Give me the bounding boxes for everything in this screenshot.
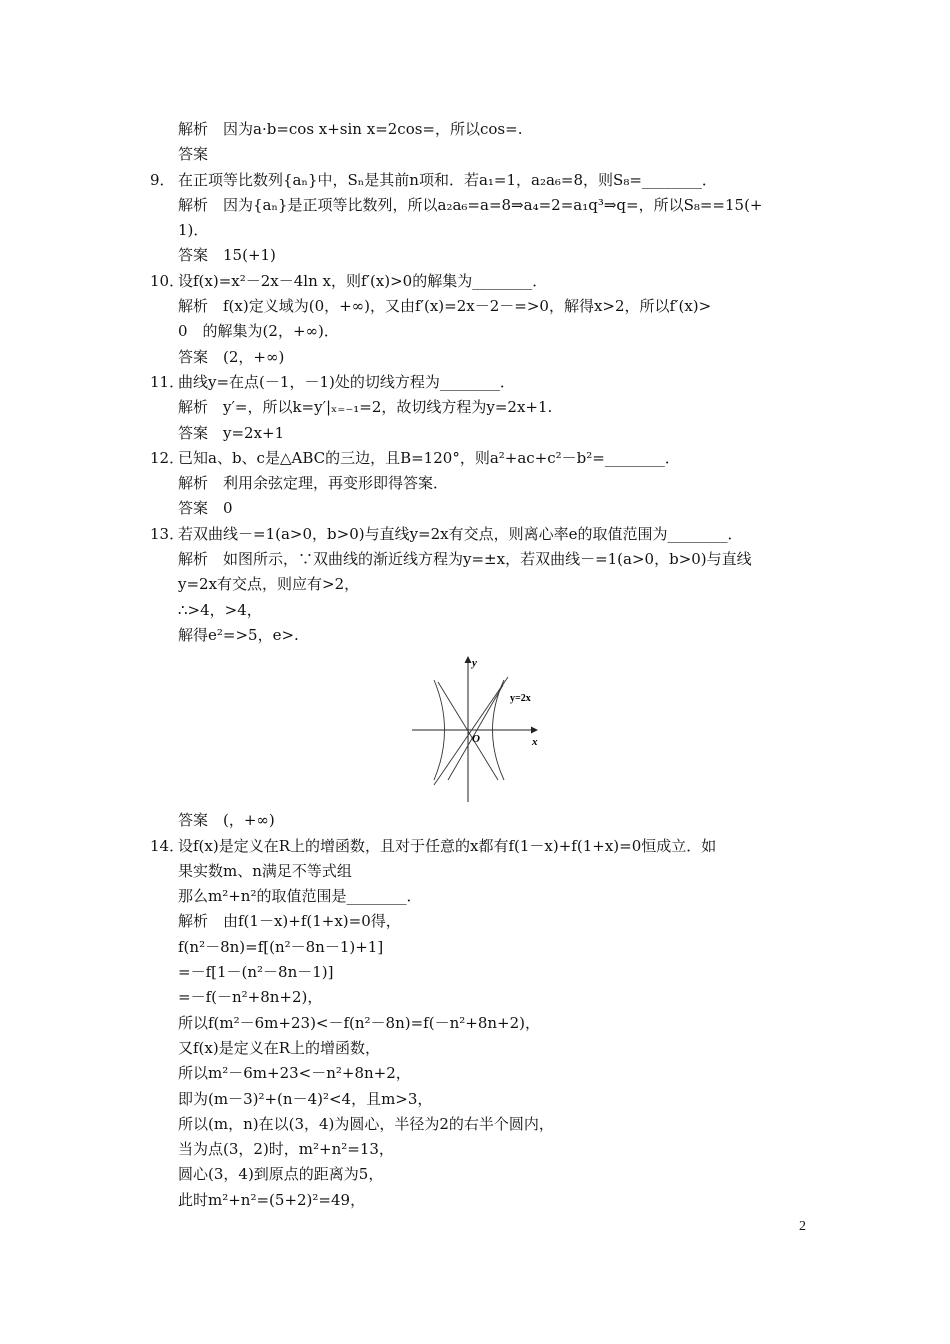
question-line — [150, 446, 815, 471]
text-line — [150, 572, 815, 597]
line-text: 答案 0 — [178, 499, 233, 518]
line-text: 解析 由f(1－x)+f(1+x)=0得， — [178, 912, 401, 931]
text-line — [150, 1036, 815, 1061]
line-label: y=2x — [510, 693, 531, 705]
text-block-after-figure — [150, 808, 815, 1213]
question-line — [150, 269, 815, 294]
text-line — [150, 808, 815, 833]
line-text: 那么m²+n²的取值范围是________． — [178, 887, 422, 906]
hyperbola-figure — [150, 652, 815, 804]
line-text: 已知a、b、c是△ABC的三边，且B=120°，则a²+ac+c²－b²=________． — [178, 448, 680, 467]
line-text: 所以f(m²－6m+23)<－f(n²－8n)=f(－n²+8n+2)， — [178, 1013, 541, 1032]
question-number: 9． — [150, 170, 175, 189]
text-line — [150, 985, 815, 1010]
line-text: 若双曲线－=1(a>0，b>0)与直线y=2x有交点，则离心率e的取值范围为________． — [178, 524, 743, 543]
line-text: 所以(m，n)在以(3，4)为圆心，半径为2的右半个圆内， — [178, 1114, 554, 1133]
text-line — [150, 1112, 815, 1137]
text-line — [150, 345, 815, 370]
line-text: =－f(－n²+8n+2)， — [178, 988, 323, 1007]
line-text: 果实数m、n满足不等式组 — [178, 861, 352, 880]
text-line — [150, 884, 815, 909]
line-text: 设f(x)是定义在R上的增函数，且对于任意的x都有f(1－x)+f(1+x)=0恒成立．如 — [178, 836, 717, 855]
line-text: 设f(x)=x²－2x－4ln x，则f′(x)>0的解集为________． — [178, 271, 548, 290]
text-line — [150, 117, 815, 142]
line-text: =－f[1－(n²－8n－1)] — [178, 963, 334, 982]
line-text: 即为(m－3)²+(n－4)²<4，且m>3， — [178, 1089, 433, 1108]
text-line — [150, 1188, 815, 1213]
question-number: 11． — [150, 372, 185, 391]
line-text: 此时m²+n²=(5+2)²=49， — [178, 1190, 366, 1209]
question-line — [150, 522, 815, 547]
text-line — [150, 623, 815, 648]
text-line — [150, 142, 815, 167]
text-line — [150, 496, 815, 521]
line-text: 答案 — [178, 145, 209, 164]
question-number: 13． — [150, 524, 185, 543]
line-text: 解得e²=>5，e>. — [178, 625, 299, 644]
line-text: 1)． — [178, 221, 209, 240]
text-line — [150, 471, 815, 496]
line-text: 所以m²－6m+23<－n²+8n+2， — [178, 1064, 411, 1083]
line-text: 解析 f(x)定义域为(0，+∞)，又由f′(x)=2x－2－=>0，解得x>2，所以f′(x)> — [178, 297, 712, 316]
text-line — [150, 1011, 815, 1036]
line-text: 答案 (，+∞) — [178, 811, 275, 830]
text-line — [150, 859, 815, 884]
x-axis-label: x — [532, 736, 538, 749]
line-text: 答案 y=2x+1 — [178, 423, 285, 442]
line-text: ∴>4，>4， — [178, 600, 262, 619]
line-text: 0 的解集为(2，+∞)． — [178, 322, 339, 341]
line-text: 解析 利用余弦定理，再变形即得答案． — [178, 474, 449, 493]
text-line — [150, 547, 815, 572]
page-content — [150, 117, 815, 1213]
text-line — [150, 935, 815, 960]
text-line — [150, 598, 815, 623]
line-text: 解析 y′=，所以k=y′|ₓ₌₋₁=2，故切线方程为y=2x+1. — [178, 398, 553, 417]
text-line — [150, 1137, 815, 1162]
line-text: 在正项等比数列{aₙ}中，Sₙ是其前n项和．若a₁=1，a₂a₆=8，则S₈=________． — [178, 170, 717, 189]
line-text: 又f(x)是定义在R上的增函数， — [178, 1038, 381, 1057]
line-text: y=2x有交点，则应有>2， — [178, 575, 360, 594]
origin-label: O — [472, 733, 480, 746]
question-number: 12． — [150, 448, 185, 467]
line-text: 圆心(3，4)到原点的距离为5， — [178, 1165, 384, 1184]
line-text: 解析 因为a·b=cos x+sin x=2cos=，所以cos=. — [178, 120, 523, 138]
question-line — [150, 370, 815, 395]
text-line — [150, 218, 815, 243]
text-line — [150, 193, 815, 218]
line-text: f(n²－8n)=f[(n²－8n－1)+1] — [178, 937, 384, 956]
line-text: 答案 15(+1) — [178, 246, 276, 265]
hyperbola-graph — [412, 652, 562, 804]
y-axis-label: y — [472, 657, 477, 670]
question-line — [150, 834, 815, 859]
text-line — [150, 1087, 815, 1112]
text-line — [150, 421, 815, 446]
text-block-before-figure — [150, 117, 815, 648]
text-line — [150, 294, 815, 319]
question-number: 14． — [150, 836, 185, 855]
line-text: 曲线y=在点(－1，－1)处的切线方程为________． — [178, 372, 515, 391]
line-text: 当为点(3，2)时，m²+n²=13， — [178, 1140, 394, 1159]
line-text: 解析 因为{aₙ}是正项等比数列，所以a₂a₆=a=8⇒a₄=2=a₁q³⇒q=，所以S₈==15(+ — [178, 195, 763, 214]
text-line — [150, 1061, 815, 1086]
question-line — [150, 168, 815, 193]
line-text: 答案 (2，+∞) — [178, 347, 285, 366]
page-number: 2 — [799, 1219, 806, 1234]
text-line — [150, 1162, 815, 1187]
text-line — [150, 319, 815, 344]
line-text: 解析 如图所示，∵双曲线的渐近线方程为y=±x，若双曲线－=1(a>0，b>0)与直线 — [178, 550, 752, 569]
text-line — [150, 960, 815, 985]
text-line — [150, 395, 815, 420]
question-number: 10． — [150, 271, 185, 290]
text-line — [150, 909, 815, 934]
text-line — [150, 243, 815, 268]
